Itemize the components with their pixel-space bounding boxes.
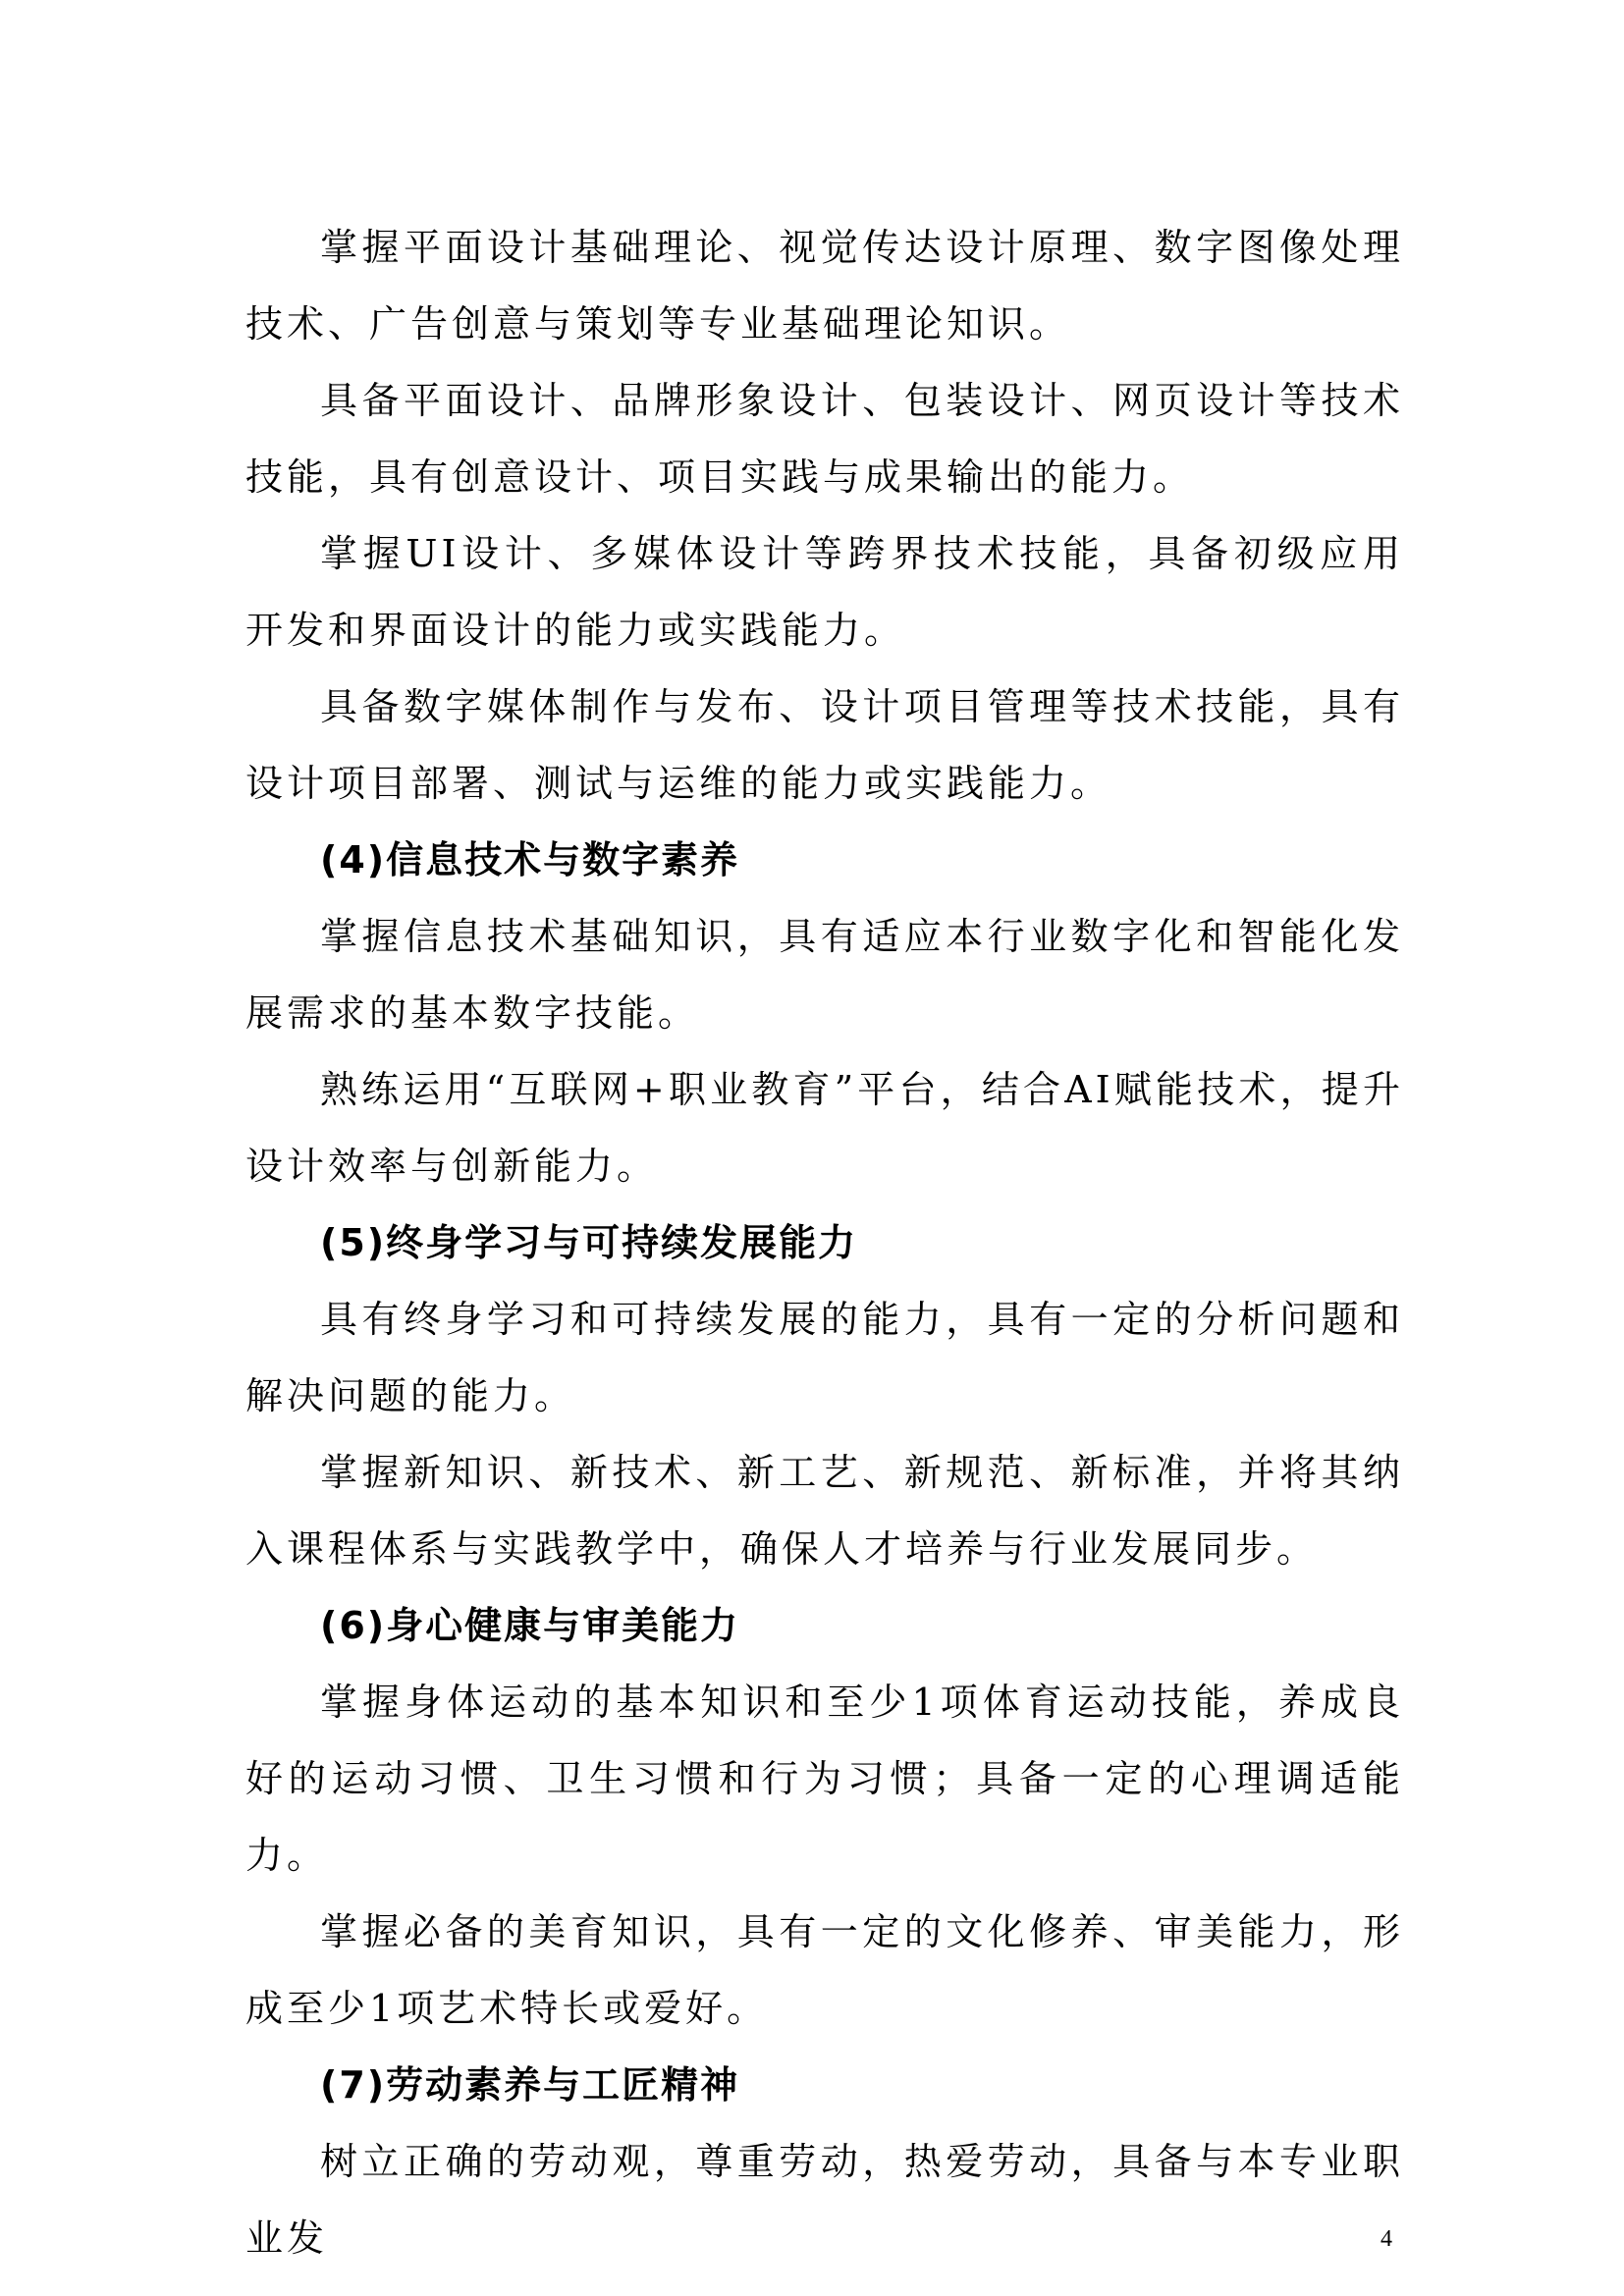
paragraph: 掌握新知识、新技术、新工艺、新规范、新标准，并将其纳入课程体系与实践教学中，确保人才培养与行业发展同步。 <box>245 1451 1404 1571</box>
section-heading: (6)身心健康与审美能力 <box>320 1604 740 1647</box>
paragraph: 熟练运用“互联网+职业教育”平台，结合AI赋能技术，提升设计效率与创新能力。 <box>245 1068 1404 1188</box>
paragraph: 具备数字媒体制作与发布、设计项目管理等技术技能，具有设计项目部署、测试与运维的能力或实践能力。 <box>245 685 1404 805</box>
section-heading: (7)劳动素养与工匠精神 <box>320 2063 740 2107</box>
document-body <box>245 209 1404 2276</box>
paragraph: 掌握必备的美育知识，具有一定的文化修养、审美能力，形成至少1项艺术特长或爱好。 <box>245 1910 1404 2030</box>
paragraph: 具有终身学习和可持续发展的能力，具有一定的分析问题和解决问题的能力。 <box>245 1298 1404 1417</box>
section-heading: (5)终身学习与可持续发展能力 <box>320 1221 858 1264</box>
page-number: 4 <box>1380 2226 1392 2252</box>
section-heading: (4)信息技术与数字素养 <box>320 838 740 881</box>
paragraph: 树立正确的劳动观，尊重劳动，热爱劳动，具备与本专业职业发 <box>245 2140 1404 2260</box>
paragraph: 掌握UI设计、多媒体设计等跨界技术技能，具备初级应用开发和界面设计的能力或实践能力。 <box>245 532 1404 652</box>
paragraph: 具备平面设计、品牌形象设计、包装设计、网页设计等技术技能，具有创意设计、项目实践与成果输出的能力。 <box>245 379 1404 499</box>
paragraph: 掌握平面设计基础理论、视觉传达设计原理、数字图像处理技术、广告创意与策划等专业基础理论知识。 <box>245 226 1404 346</box>
paragraph: 掌握身体运动的基本知识和至少1项体育运动技能，养成良好的运动习惯、卫生习惯和行为习惯；具备一定的心理调适能力。 <box>245 1681 1404 1877</box>
paragraph: 掌握信息技术基础知识，具有适应本行业数字化和智能化发展需求的基本数字技能。 <box>245 915 1404 1035</box>
